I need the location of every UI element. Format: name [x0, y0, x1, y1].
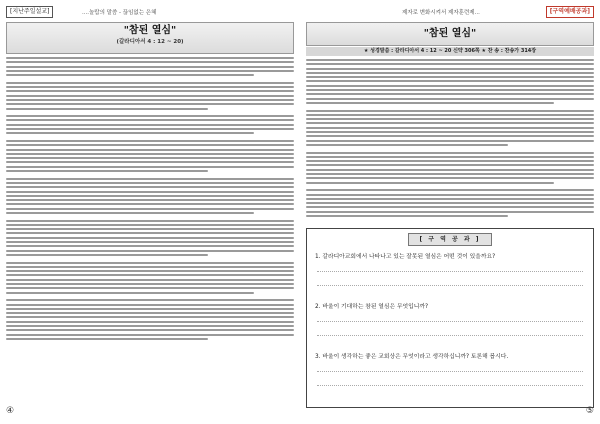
page-header [6, 6, 294, 20]
page-number-left: ④ [6, 406, 15, 416]
answer-line [317, 271, 583, 272]
question-2: 2. 바울이 기대하는 참된 열심은 무엇입니까? [315, 304, 429, 310]
sermon-scripture: (갈라디아서 4 : 12 ~ 20) [116, 39, 184, 45]
sermon-title-banner [6, 22, 294, 54]
page-number-right: ⑤ [585, 406, 594, 416]
sermon-page [6, 6, 294, 416]
answer-line [317, 321, 583, 322]
lesson-body [306, 59, 594, 217]
page-subtitle: ....놀랍의 말씀 - 끊임없는 은혜 [82, 10, 157, 16]
answer-line [317, 385, 583, 386]
page-header [306, 6, 594, 20]
sermon-tag: [지난주일설교] [6, 6, 53, 18]
answer-line [317, 335, 583, 336]
question-3: 3. 바울이 생각하는 좋은 교회상은 무엇이라고 생각하십니까? 토론해 봅시다. [315, 354, 509, 360]
questions-box [306, 228, 594, 408]
question-1: 1. 갈라디아교회에서 나타나고 있는 잘못된 열심은 어떤 것이 있을까요? [315, 254, 496, 260]
lesson-meta-bar: ★ 성경말씀 : 갈라디아서 4 : 12 ~ 20 신약 306쪽 ★ 찬 송 : 찬송가 314장 [306, 47, 594, 56]
lesson-title: "참된 열심" [423, 28, 477, 39]
sermon-body [6, 57, 294, 340]
answer-line [317, 371, 583, 372]
page-subtitle: 제자로 변화시켜서 제자훈련제... [402, 10, 480, 16]
lesson-tag: [구역예배공과] [546, 6, 594, 18]
sermon-title: "참된 열심" [123, 25, 177, 36]
lesson-title-banner [306, 22, 594, 46]
questions-header: [ 구 역 공 과 ] [408, 233, 492, 246]
lesson-page [306, 6, 594, 416]
answer-line [317, 285, 583, 286]
